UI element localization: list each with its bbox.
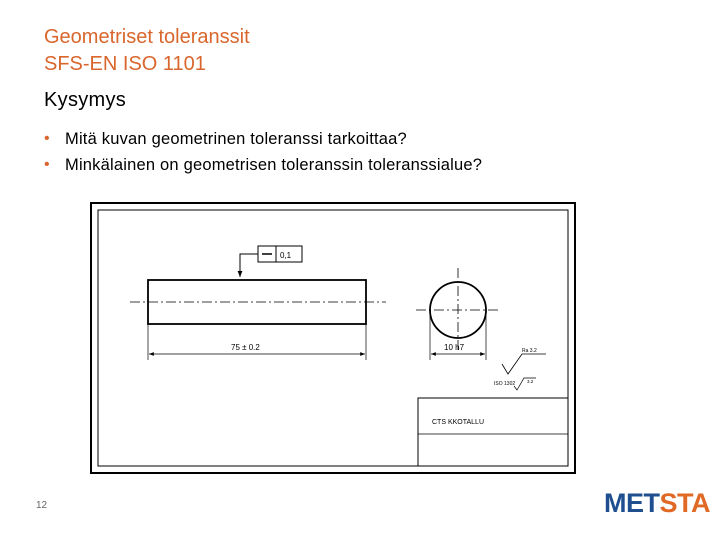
bullet-icon: • [44,156,50,173]
length-dimension: 75 ± 0.2 [231,343,260,352]
technical-drawing [90,202,576,474]
tolerance-value: 0,1 [280,251,292,260]
drawing-frame [91,203,575,473]
bullet-icon: • [44,130,50,147]
question-item [44,126,482,152]
title-line-1: Geometriset toleranssit [44,26,250,48]
question-text: Minkälainen on geometrisen toleranssin toleranssialue? [65,156,483,174]
logo-part-1: MET [604,488,660,518]
diameter-dimension: 10 h7 [444,343,465,352]
question-text: Mitä kuvan geometrinen toleranssi tarkoittaa? [65,130,407,148]
title-block-text: CTS KKOTALLU [432,419,484,426]
page-number: 12 [36,500,48,511]
iso-label: ISO 1302 [494,381,516,387]
question-list [44,126,482,178]
question-item [44,152,482,178]
slide-title [44,24,250,78]
roughness-small: 3.2 [527,379,534,384]
metsta-logo [604,488,710,519]
roughness-value: Ra 3.2 [522,348,537,354]
slide-subtitle: Kysymys [44,89,127,111]
title-line-2: SFS-EN ISO 1101 [44,53,206,75]
logo-part-2: STA [659,488,710,518]
